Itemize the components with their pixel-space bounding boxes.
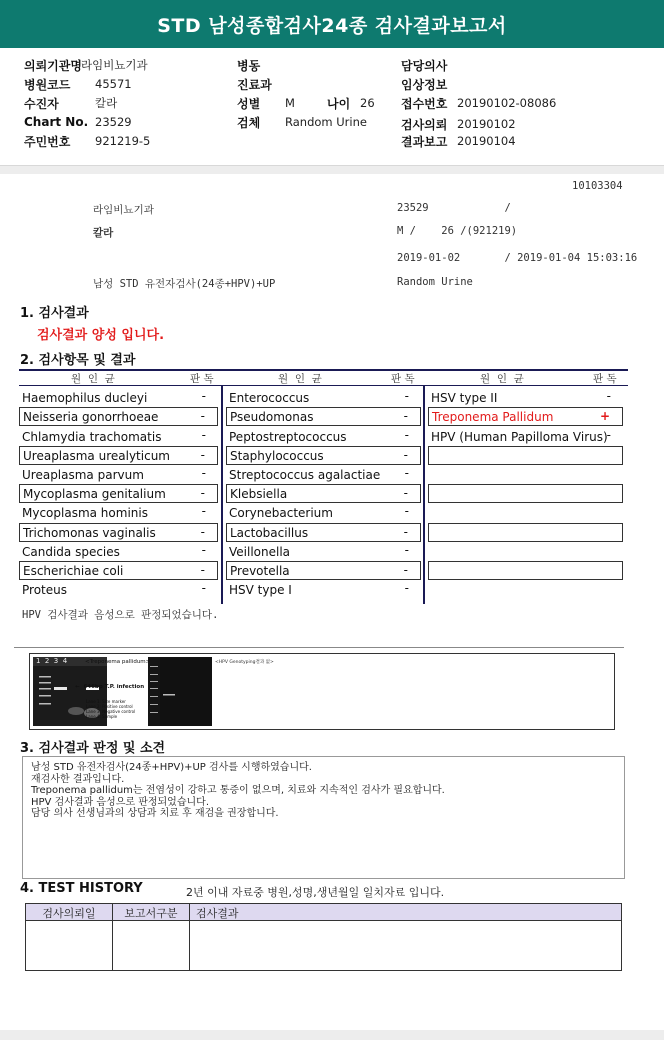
organism-name: Lactobacillus [230, 525, 309, 540]
organism-result: - [606, 428, 611, 442]
empty-row [428, 484, 623, 503]
meta-chart: 23529 / [397, 202, 511, 214]
organism-row [19, 407, 218, 426]
organism-result: - [403, 486, 408, 500]
organism-name: Corynebacterium [229, 505, 333, 520]
hpv-genotyping-caption: <HPV Genotyping결과 없> [215, 660, 274, 665]
gel-title: <Treponema pallidum> [85, 659, 151, 665]
chart-label: Chart No. [24, 115, 89, 129]
organism-name: Mycoplasma hominis [22, 505, 148, 520]
organism-result: - [403, 525, 408, 539]
organism-result: - [606, 389, 611, 403]
clinical-label: 임상정보 [401, 77, 448, 92]
organism-result: - [404, 389, 409, 403]
organism-result: - [404, 543, 409, 557]
organism-result: - [201, 466, 206, 480]
doctor-label: 담당의사 [401, 58, 448, 73]
col1-judge-header: 판 독 [190, 373, 214, 385]
empty-row [428, 542, 623, 561]
opinion-line: 남성 STD 유전자검사(24종+HPV)+UP 검사를 시행하였습니다. [31, 762, 312, 773]
hospital-code-value: 45571 [95, 77, 132, 91]
organism-name: Ureaplasma urealyticum [23, 448, 170, 463]
receipt-value: 20190102-08086 [457, 96, 557, 110]
history-column-divider [112, 904, 113, 970]
dept-label: 진료과 [237, 77, 272, 92]
sex-value: M [285, 96, 295, 110]
organism-name: HSV type I [229, 582, 292, 597]
opinion-line: 재검사한 결과입니다. [31, 773, 125, 785]
organism-row [226, 407, 421, 426]
organism-row [428, 427, 623, 446]
meta-test-name: 남성 STD 유전자검사(24종+HPV)+UP [93, 278, 276, 290]
organism-result: - [200, 486, 205, 500]
gel-band-label: ← 646bp T.P. infection [75, 684, 145, 690]
organism-result: - [200, 409, 205, 423]
organism-name: HPV (Human Papilloma Virus) [431, 429, 608, 444]
organism-row [19, 388, 218, 407]
ward-label: 병동 [237, 58, 261, 73]
col1-org-header: 원 인 균 [71, 373, 115, 385]
organism-row [19, 484, 218, 503]
organism-result: - [201, 428, 206, 442]
meta-code: 10103304 [572, 180, 623, 192]
organism-name: Streptococcus agalactiae [229, 467, 381, 482]
meta-clinic: 라임비뇨기과 [93, 204, 154, 216]
patient-label: 수진자 [24, 96, 59, 111]
opinion-line: HPV 검사결과 음성으로 판정되었습니다. [31, 796, 210, 808]
empty-row [428, 446, 623, 465]
organism-result: - [403, 563, 408, 577]
report-date-value: 20190104 [457, 134, 516, 148]
hospital-code-label: 병원코드 [24, 77, 71, 92]
specimen-value: Random Urine [285, 115, 367, 129]
organism-row [226, 446, 421, 465]
footer-band [0, 1030, 664, 1040]
organism-name: Candida species [22, 544, 120, 559]
col3-judge-header: 판 독 [593, 373, 617, 385]
empty-row [428, 523, 623, 542]
organism-row [226, 484, 421, 503]
organism-result: - [200, 448, 205, 462]
organism-row [226, 465, 421, 484]
gel-legend-item: Lane 4: Sample [86, 714, 118, 719]
opinion-line: 담당 의사 선생님과의 상담과 치료 후 재검을 권장합니다. [31, 808, 279, 819]
receipt-label: 접수번호 [401, 96, 448, 111]
column-divider [221, 386, 223, 604]
organism-result: - [201, 581, 206, 595]
organism-name: Neisseria gonorrhoeae [23, 409, 159, 424]
organism-name: HSV type II [431, 390, 498, 405]
institution-label: 의뢰기관명 [24, 58, 82, 73]
empty-row [428, 503, 623, 522]
organism-name: Proteus [22, 582, 67, 597]
history-col-result: 검사결과 [196, 906, 239, 920]
organism-row [19, 503, 218, 522]
organism-row [19, 446, 218, 465]
organism-name: Pseudomonas [230, 409, 314, 424]
organism-result: - [404, 428, 409, 442]
opinion-line: Treponema pallidum는 전염성이 강하고 통증이 없으며, 치료와 지속적인 검사가 필요합니다. [31, 785, 445, 796]
age-label: 나이 [327, 96, 351, 111]
organism-row [428, 388, 623, 407]
report-title: STD 남성종합검사24종 검사결과보고서 [0, 0, 664, 48]
section-separator [14, 647, 624, 648]
hpv-note: HPV 검사결과 음성으로 판정되었습니다. [22, 609, 219, 621]
report-header [0, 54, 664, 166]
organism-row [19, 542, 218, 561]
organism-name: Trichomonas vaginalis [23, 525, 156, 540]
organism-row [226, 427, 421, 446]
opinion-box [22, 756, 625, 879]
organism-name: Staphylococcus [230, 448, 324, 463]
organism-name: Klebsiella [230, 486, 288, 501]
results-table-header [19, 369, 628, 386]
organism-result: - [403, 409, 408, 423]
patient-value: 칼라 [95, 96, 118, 110]
organism-result: + [599, 409, 610, 423]
history-table [25, 903, 622, 971]
specimen-label: 검체 [237, 115, 261, 130]
gel-legend-item: Lane 1: Size marker [86, 699, 126, 704]
organism-name: Enterococcus [229, 390, 310, 405]
chart-value: 23529 [95, 115, 132, 129]
organism-result: - [403, 448, 408, 462]
request-label: 검사의뢰 [401, 117, 448, 132]
col2-judge-header: 판 독 [391, 373, 415, 385]
organism-result: - [201, 543, 206, 557]
organism-name: Mycoplasma genitalium [23, 486, 166, 501]
organism-row [226, 561, 421, 580]
organism-row [19, 580, 218, 599]
meta-patient: 칼라 [93, 227, 114, 239]
organism-result: - [404, 504, 409, 518]
organism-name: Veillonella [229, 544, 291, 559]
organism-result: - [201, 389, 206, 403]
gel-legend [86, 699, 135, 719]
history-note: 2년 이내 자료중 병원,성명,생년월일 일치자료 입니다. [186, 886, 445, 899]
col3-org-header: 원 인 균 [480, 373, 524, 385]
organism-row [19, 465, 218, 484]
organism-name: Chlamydia trachomatis [22, 429, 162, 444]
header-divider [0, 166, 664, 174]
organism-result: - [201, 504, 206, 518]
history-column-divider [189, 904, 190, 970]
history-col-type: 보고서구분 [124, 906, 178, 920]
section-4-title: 4. TEST HISTORY [20, 881, 143, 896]
positive-result: 검사결과 양성 입니다. [37, 328, 165, 343]
meta-specimen: Random Urine [397, 276, 473, 288]
empty-row [428, 465, 623, 484]
organism-row [19, 523, 218, 542]
organism-row [226, 580, 421, 599]
section-1-title: 1. 검사결과 [20, 306, 89, 321]
organism-result: - [200, 525, 205, 539]
organism-name: Peptostreptococcus [229, 429, 347, 444]
gel-image-panel [29, 653, 615, 730]
resident-value: 921219-5 [95, 134, 151, 148]
organism-row [226, 503, 421, 522]
column-divider [423, 386, 425, 604]
gel-legend-item: Lane 3: Negative control [86, 709, 136, 714]
organism-row [226, 388, 421, 407]
organism-result: - [404, 581, 409, 595]
organism-name: Ureaplasma parvum [22, 467, 144, 482]
organism-name: Escherichiae coli [23, 563, 124, 578]
organism-row [226, 542, 421, 561]
report-date-label: 결과보고 [401, 134, 448, 149]
request-value: 20190102 [457, 117, 516, 131]
organism-result: - [404, 466, 409, 480]
gel-legend-item: Lane 2: Positive control [86, 704, 133, 709]
institution-value: 라임비뇨기과 [81, 58, 148, 72]
organism-result: - [200, 563, 205, 577]
organism-name: Prevotella [230, 563, 290, 578]
organism-row [19, 427, 218, 446]
section-3-title: 3. 검사결과 판정 및 소견 [20, 741, 166, 756]
meta-sex-age: M / 26 /(921219) [397, 225, 518, 237]
section-2-title: 2. 검사항목 및 결과 [20, 353, 136, 368]
organism-row [19, 561, 218, 580]
gel-lane-numbers: 1 2 3 4 [36, 657, 68, 665]
sex-label: 성별 [237, 96, 261, 111]
organism-name: Treponema Pallidum [432, 409, 554, 424]
organism-row-positive [428, 407, 623, 426]
meta-dates: 2019-01-02 / 2019-01-04 15:03:16 [397, 252, 638, 264]
empty-row [428, 561, 623, 580]
resident-label: 주민번호 [24, 134, 71, 149]
organism-row [226, 523, 421, 542]
organism-name: Haemophilus ducleyi [22, 390, 148, 405]
age-value: 26 [360, 96, 375, 110]
col2-org-header: 원 인 균 [278, 373, 322, 385]
history-col-date: 검사의뢰일 [42, 906, 96, 920]
